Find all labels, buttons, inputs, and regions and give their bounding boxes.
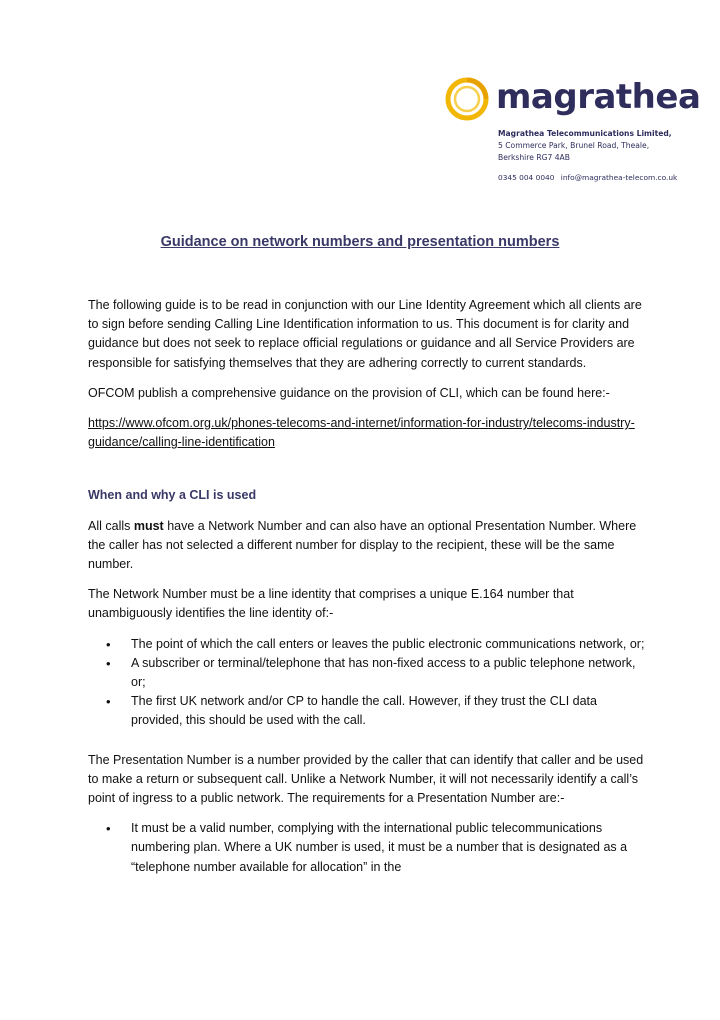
list-item: • It must be a valid number, complying with the international public telecommunications numbering plan. Where a UK number is used, it must be a number that is designated as a “telephone number available for allocation” in the xyxy=(88,819,648,877)
list-item: • A subscriber or terminal/telephone that has non-fixed access to a public telephone network, or; xyxy=(88,654,648,692)
presentation-number-paragraph: The Presentation Number is a number provided by the caller that can identify that caller and be used to make a return or subsequent call. Unlike a Network Number, it will not necessarily identify a call’s point of ingress to a public network. The requirements for a Presentation Number are:- xyxy=(88,752,644,806)
company-address xyxy=(498,128,708,164)
document-title: Guidance on network numbers and presentation numbers xyxy=(160,234,560,250)
ofcom-guidance-link[interactable]: https://www.ofcom.org.uk/phones-telecoms-and-internet/information-for-industry/telecoms-industry-guidance/calling-line-identification xyxy=(88,416,635,450)
intro-paragraph: The following guide is to be read in conjunction with our Line Identity Agreement which all clients are to sign before sending Calling Line Identification information to us. This document is for clarity and guidance but does not seek to replace official regulations or guidance and all Service Providers are responsible for satisfying themselves that they are adhering correctly to current standards. xyxy=(88,298,642,370)
address-line-2: Berkshire RG7 4AB xyxy=(498,153,570,162)
magrathea-ring-logo-icon xyxy=(444,76,490,122)
phone-number: 0345 004 0040 xyxy=(498,173,555,182)
all-calls-text-start: All calls xyxy=(88,518,134,533)
company-name: Magrathea Telecommunications Limited, xyxy=(498,129,672,138)
ofcom-paragraph: OFCOM publish a comprehensive guidance on the provision of CLI, which can be found here:- xyxy=(88,385,610,400)
section-heading: When and why a CLI is used xyxy=(88,488,257,503)
all-calls-paragraph xyxy=(88,517,648,575)
address-line-1: 5 Commerce Park, Brunel Road, Theale, xyxy=(498,141,650,150)
network-number-list xyxy=(88,635,648,731)
list-item: • The point of which the call enters or leaves the public electronic communications network, or; xyxy=(88,635,648,654)
all-calls-text-end: have a Network Number and can also have an optional Presentation Number. Where the caller has not selected a different number for display to the recipient, these will be the same number. xyxy=(88,518,637,572)
presentation-number-list xyxy=(88,819,648,877)
emphasis-must: must xyxy=(133,518,164,533)
network-number-paragraph: The Network Number must be a line identity that comprises a unique E.164 number that unambiguously identifies the line identity of:- xyxy=(88,587,574,621)
document-body xyxy=(88,296,648,897)
contact-details xyxy=(498,173,708,182)
brand-name: magrathea xyxy=(496,77,701,117)
email-address: info@magrathea-telecom.co.uk xyxy=(560,173,678,182)
list-item: • The first UK network and/or CP to handle the call. However, if they trust the CLI data provided, this should be used with the call. xyxy=(88,692,648,730)
company-logo xyxy=(444,74,701,124)
